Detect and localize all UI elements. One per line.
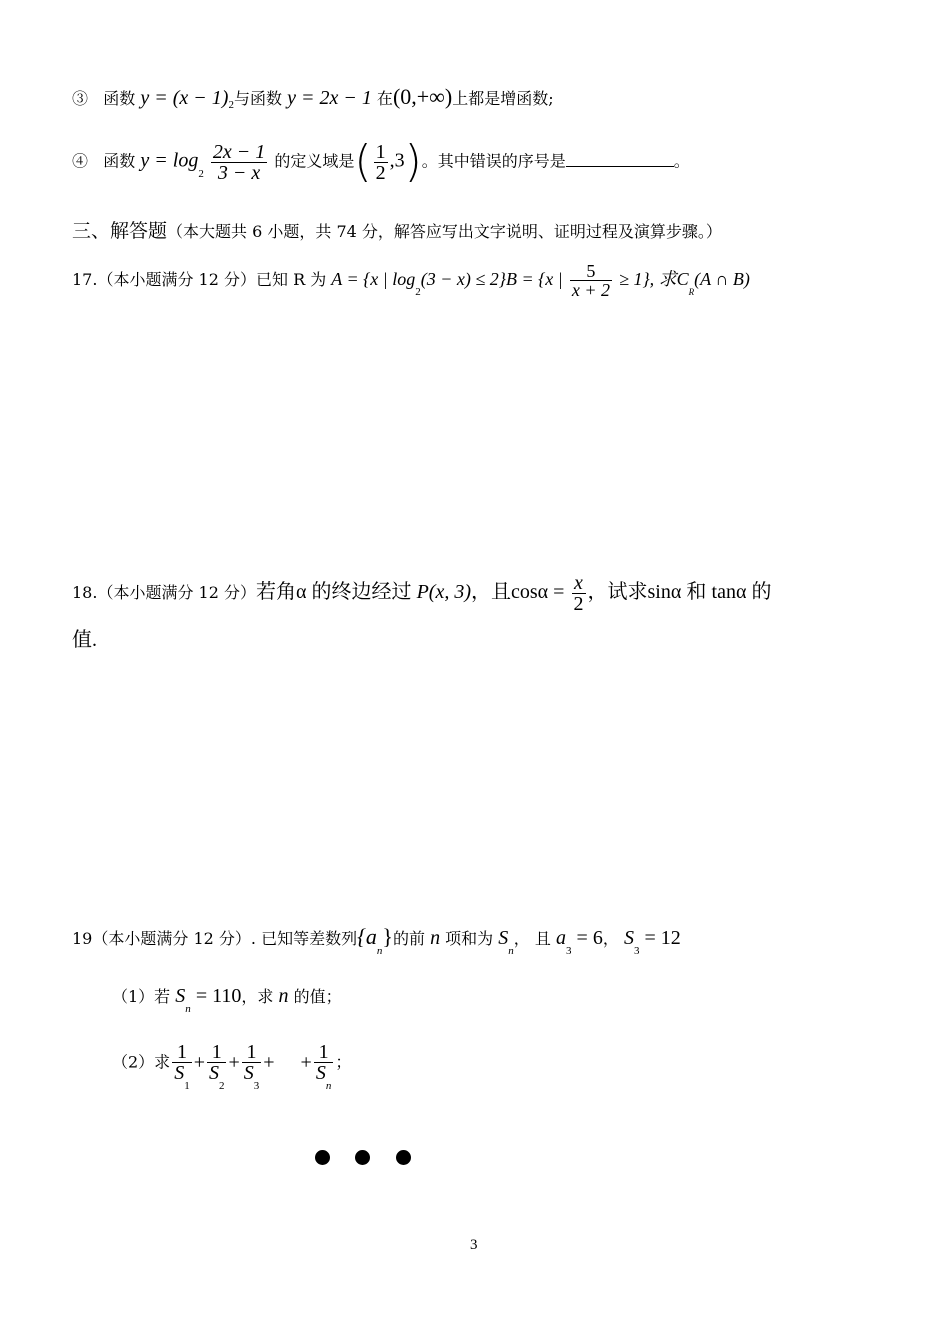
item3-text1: 函数: [103, 89, 136, 108]
q18-cos: cosα =: [510, 581, 565, 603]
q17-log-base: 2: [415, 286, 421, 298]
q19-part2: [112, 1041, 352, 1092]
right-paren-icon: ): [404, 136, 422, 187]
q19-a3: a: [555, 927, 566, 949]
q19-seq-sub: n: [376, 945, 383, 957]
section3-note: （本大题共 6 小题，共 74 分，解答应写出文字说明、证明过程及演算步骤。）: [167, 222, 722, 241]
term2-numerator: 1: [211, 1041, 222, 1063]
item3-text3: 在: [376, 89, 393, 108]
q18-label: 18.（本小题满分 12 分）: [72, 583, 256, 602]
q18-text2: ，且: [470, 581, 511, 603]
item4-fraction: [211, 142, 267, 183]
plus-4: +: [300, 1051, 312, 1074]
q17-setA-cond: (3 − x) ≤ 2}: [420, 269, 506, 289]
item4-log-base: 2: [198, 167, 204, 180]
item4-upper: ,3: [389, 149, 405, 172]
q19-text1: 的前: [392, 929, 425, 948]
q18-text1: 若角α 的终边经过: [255, 581, 412, 603]
item3-exponent: 2: [228, 99, 234, 111]
plus-2: +: [228, 1051, 240, 1074]
termn-sub: n: [325, 1080, 332, 1092]
q17-setA: A = {x | log: [331, 269, 416, 289]
term3-sub: 3: [253, 1080, 260, 1092]
ellipsis-dot-icon: [315, 1150, 330, 1165]
q19-text2: 项和为: [445, 929, 494, 948]
q19-part1-n: n: [278, 985, 289, 1007]
ellipsis-dot-icon: [355, 1150, 370, 1165]
sum-term-n: [314, 1041, 334, 1092]
q18-sin: sinα: [647, 581, 682, 603]
plus-3: +: [263, 1051, 275, 1074]
item4-denominator: 3 − x: [211, 162, 267, 183]
q18-line2: 值.: [72, 629, 97, 651]
half-numerator: 1: [375, 140, 386, 163]
q18-tan: tanα: [711, 581, 747, 603]
q17-fraction: [570, 262, 612, 299]
q19-part1-label: （1）若: [112, 987, 171, 1006]
q18-denominator: 2: [573, 593, 584, 615]
plus-1: +: [193, 1051, 205, 1074]
q17-label: 17.（本小题满分 12 分）已知 R 为: [72, 270, 327, 289]
q19: [72, 924, 681, 957]
q16-item4: [72, 136, 690, 187]
item3-text4: 上都是增函数;: [452, 89, 554, 108]
q19-part1-S: S: [175, 985, 186, 1007]
q19-part1-text2: 的值；: [293, 987, 342, 1006]
q18-point: P(x, 3): [416, 581, 471, 603]
term1-denominator: [172, 1062, 192, 1092]
circle-4-marker: ④: [72, 151, 89, 171]
circle-3-marker: ③: [72, 89, 89, 108]
q19-part1-text: ，求: [241, 987, 274, 1006]
item4-log: y = log: [140, 149, 199, 172]
half-denominator: 2: [375, 161, 386, 184]
q16-item3: [72, 84, 554, 111]
item3-interval: (0,+∞): [392, 84, 453, 109]
section3-header: [72, 222, 722, 241]
q17-denominator: x + 2: [571, 280, 610, 300]
q19-label: 19（本小题满分 12 分）. 已知等差数列: [72, 929, 358, 948]
termn-numerator: 1: [318, 1041, 329, 1063]
q19-part1: [112, 985, 342, 1015]
term2-S: S: [208, 1062, 219, 1084]
item4-end: 。: [673, 151, 690, 171]
q17-setB: B = {x |: [505, 269, 563, 289]
q18: [72, 573, 772, 614]
term2-denominator: [207, 1062, 227, 1092]
item4-half: [374, 142, 388, 183]
term1-S: S: [174, 1062, 185, 1084]
q19-S: S: [498, 927, 509, 949]
item4-numerator: 2x − 1: [212, 140, 266, 163]
q19-S3-value: = 12: [644, 927, 681, 949]
term3-numerator: 1: [246, 1041, 257, 1063]
item3-func2: y = 2x − 1: [287, 87, 372, 109]
q19-part1-sub: n: [185, 1003, 191, 1015]
q19-seq-end: }: [382, 924, 393, 949]
q17-complement-expr: (A ∩ B): [694, 269, 750, 289]
q17-complement-sub: R: [688, 287, 695, 297]
item4-text3: 。其中错误的序号是: [421, 151, 566, 171]
section3-title: 三、解答题: [72, 220, 168, 242]
q19-n: n: [430, 927, 441, 949]
ellipsis-dot-icon: [396, 1150, 411, 1165]
q19-text3: ， 且: [513, 929, 551, 948]
q17-complement: C: [676, 269, 689, 289]
sum-term-1: [172, 1041, 192, 1092]
termn-S: S: [315, 1062, 326, 1084]
q18-fraction: [572, 573, 586, 614]
term3-S: S: [243, 1062, 254, 1084]
q18-text5: 的: [751, 581, 772, 603]
q19-seq: {a: [357, 924, 377, 949]
q19-text4: ，: [602, 929, 619, 948]
q19-S-sub: n: [508, 945, 514, 957]
term3-denominator: [242, 1062, 262, 1092]
q19-S3: S: [623, 927, 634, 949]
page-number: 3: [470, 1237, 478, 1253]
q19-part2-label: （2）求: [112, 1052, 171, 1072]
q17-setB-cond: ≥ 1}, 求: [619, 269, 677, 289]
item4-text1: 函数: [103, 151, 136, 171]
item3-text2: 与函数: [233, 89, 282, 108]
q19-part1-value: = 110: [195, 985, 242, 1007]
termn-denominator: [314, 1062, 334, 1092]
q19-a3-sub: 3: [565, 945, 572, 957]
left-paren-icon: (: [354, 136, 372, 187]
term1-numerator: 1: [176, 1041, 187, 1063]
q19-part2-end: ；: [335, 1052, 352, 1072]
item3-func1: y = (x − 1): [140, 87, 229, 109]
term2-sub: 2: [218, 1080, 225, 1092]
q18-text4: 和: [686, 581, 707, 603]
q18-text3: ，试求: [587, 581, 648, 603]
q19-a3-value: = 6: [576, 927, 603, 949]
answer-blank[interactable]: [566, 152, 674, 167]
q18-numerator: x: [574, 572, 583, 594]
q17-numerator: 5: [586, 261, 596, 281]
q19-S3-sub: 3: [633, 945, 640, 957]
item4-text2: 的定义域是: [274, 151, 355, 171]
sum-term-2: [207, 1041, 227, 1092]
sum-term-3: [242, 1041, 262, 1092]
term1-sub: 1: [184, 1080, 190, 1092]
q17: [72, 262, 750, 299]
